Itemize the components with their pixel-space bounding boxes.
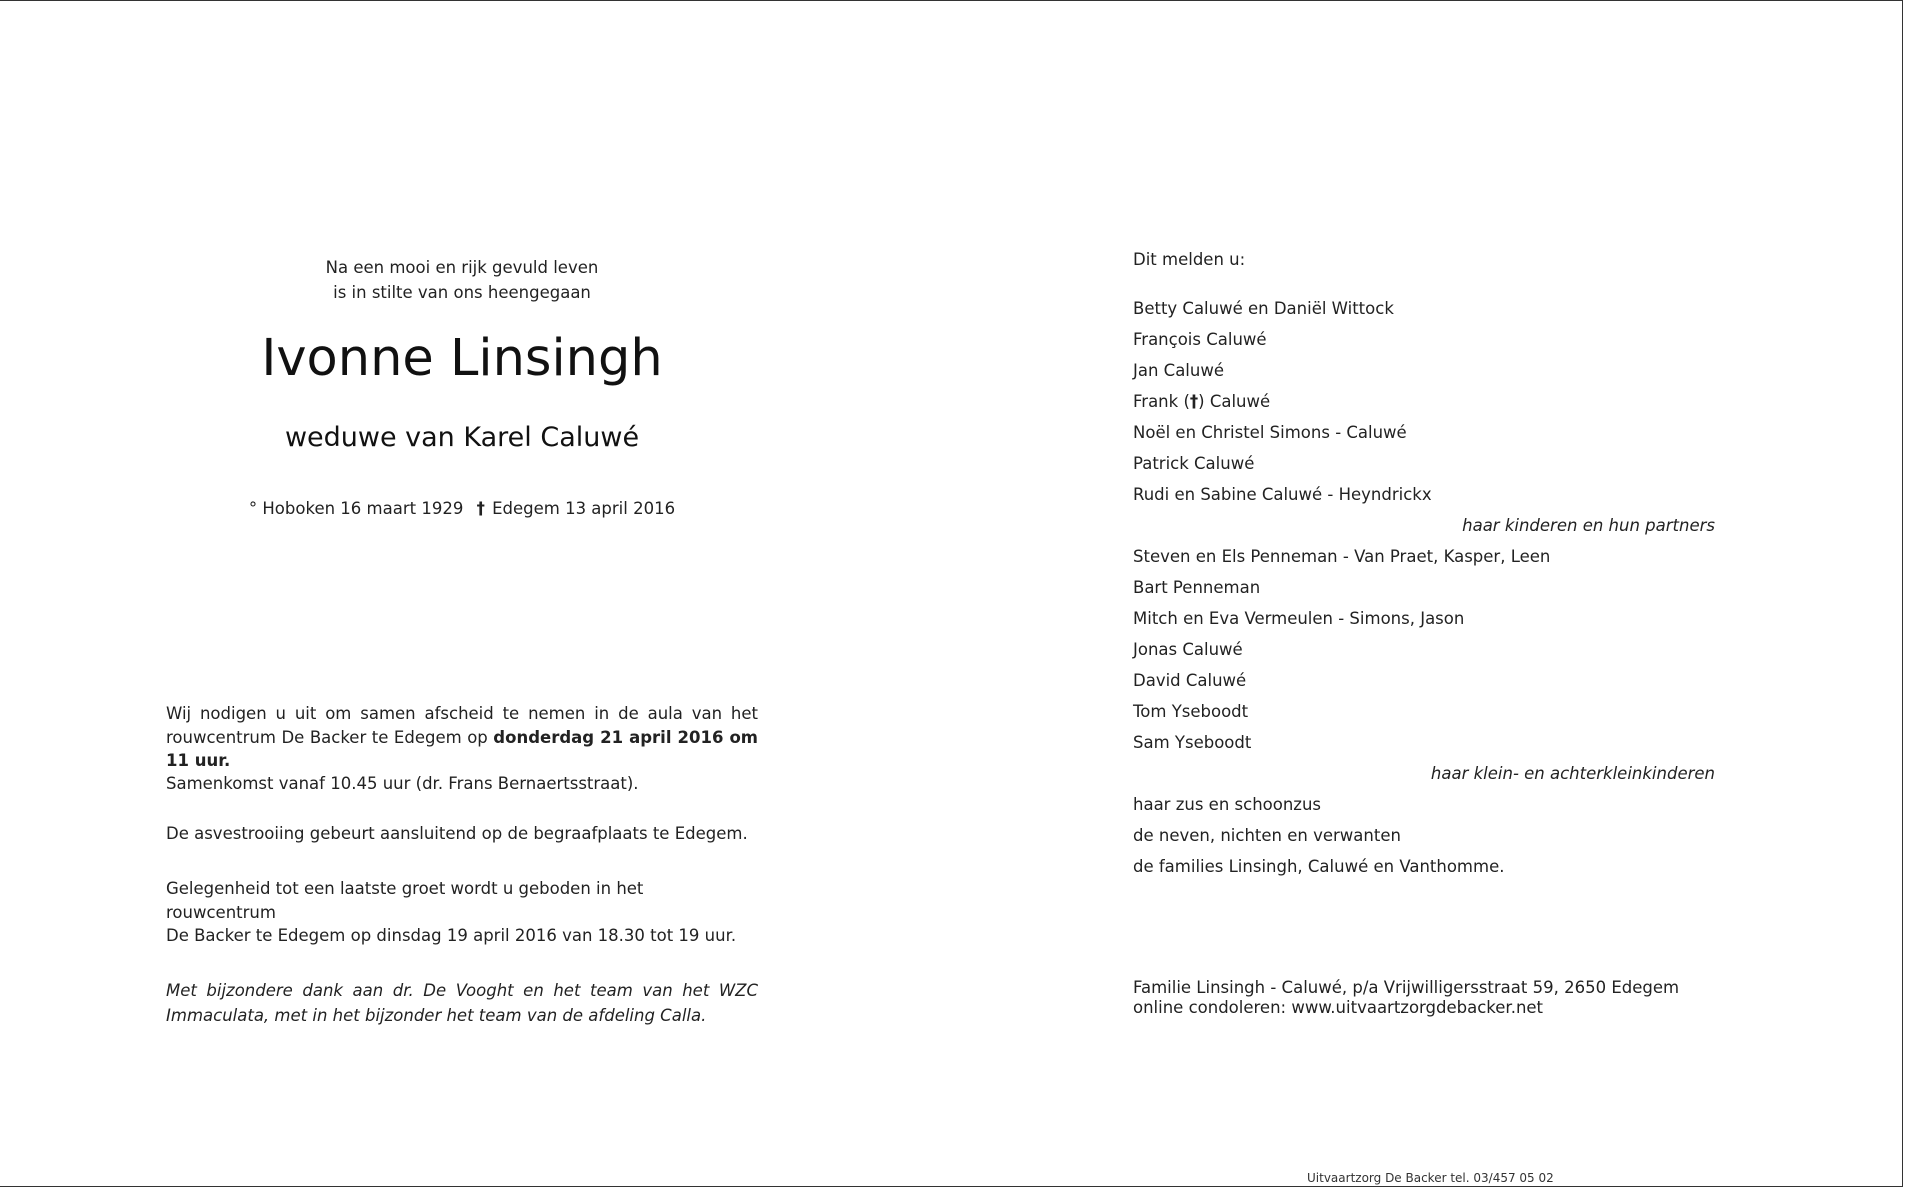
list-item: Steven en Els Penneman - Van Praet, Kasper, Leen xyxy=(1133,547,1551,566)
scattering-info: De asvestrooiing gebeurt aansluitend op de begraafplaats te Edegem. xyxy=(166,824,748,843)
gathering-info: Samenkomst vanaf 10.45 uur (dr. Frans Bernaertsstraat). xyxy=(166,774,639,793)
farewell-line: Gelegenheid tot een laatste groet wordt u geboden in het rouwcentrum xyxy=(166,879,644,922)
list-item: haar zus en schoonzus xyxy=(1133,795,1322,814)
children-relation: haar kinderen en hun partners xyxy=(1462,516,1715,535)
funeral-invitation xyxy=(166,702,758,773)
widow-of: weduwe van Karel Caluwé xyxy=(284,422,640,453)
contact-info xyxy=(1133,978,1679,1018)
grandchildren-relation: haar klein- en achterkleinkinderen xyxy=(1430,764,1715,783)
list-item: Betty Caluwé en Daniël Wittock xyxy=(1133,299,1394,318)
condolence-website: online condoleren: www.uitvaartzorgdebacker.net xyxy=(1133,998,1544,1017)
list-item: Mitch en Eva Vermeulen - Simons, Jason xyxy=(1133,609,1465,628)
list-item: de neven, nichten en verwanten xyxy=(1133,826,1401,845)
list-item: Jonas Caluwé xyxy=(1133,640,1243,659)
invitation-text: Wij nodigen u uit om samen afscheid te nemen in de aula van het rouwcentrum De Backer te Edegem op xyxy=(166,704,758,747)
thanks-note: Met bijzondere dank aan dr. De Vooght en het team van het WZC Immaculata, met in het bijzonder het team van de afdeling Calla. xyxy=(166,981,758,1025)
list-item: François Caluwé xyxy=(1133,330,1267,349)
frank-name-start: Frank ( xyxy=(1133,392,1190,411)
frank-name-end: ) Caluwé xyxy=(1198,392,1271,411)
list-item: David Caluwé xyxy=(1133,671,1247,690)
ceremony-datetime: donderdag 21 april 2016 om 11 uur. xyxy=(166,727,758,770)
deceased-name: Ivonne Linsingh xyxy=(261,329,663,388)
intro-line: is in stilte van ons heengegaan xyxy=(333,283,591,302)
cross-icon: † xyxy=(1189,392,1199,411)
life-dates xyxy=(200,497,724,521)
intro-text xyxy=(262,255,662,305)
list-item: Rudi en Sabine Caluwé - Heyndrickx xyxy=(1133,485,1432,504)
farewell-info xyxy=(166,877,758,948)
funeral-home-footer: Uitvaartzorg De Backer tel. 03/457 05 02 xyxy=(1307,1171,1554,1185)
contact-address: Familie Linsingh - Caluwé, p/a Vrijwilligersstraat 59, 2650 Edegem xyxy=(1133,978,1680,997)
list-item: de families Linsingh, Caluwé en Vanthomme. xyxy=(1133,857,1505,876)
farewell-line: De Backer te Edegem op dinsdag 19 april 2016 van 18.30 tot 19 uur. xyxy=(166,926,737,945)
list-item: Noël en Christel Simons - Caluwé xyxy=(1133,423,1407,442)
list-item: Sam Yseboodt xyxy=(1133,733,1252,752)
announce-heading: Dit melden u: xyxy=(1133,250,1246,269)
death-date: Edegem 13 april 2016 xyxy=(492,499,676,518)
family-list xyxy=(1133,297,1715,886)
list-item: Bart Penneman xyxy=(1133,578,1261,597)
intro-line: Na een mooi en rijk gevuld leven xyxy=(325,258,599,277)
cross-icon: † xyxy=(476,499,485,518)
list-item: Tom Yseboodt xyxy=(1133,702,1249,721)
list-item: Jan Caluwé xyxy=(1133,361,1224,380)
list-item xyxy=(1133,390,1715,421)
birth-date: ° Hoboken 16 maart 1929 xyxy=(248,499,464,518)
list-item: Patrick Caluwé xyxy=(1133,454,1255,473)
